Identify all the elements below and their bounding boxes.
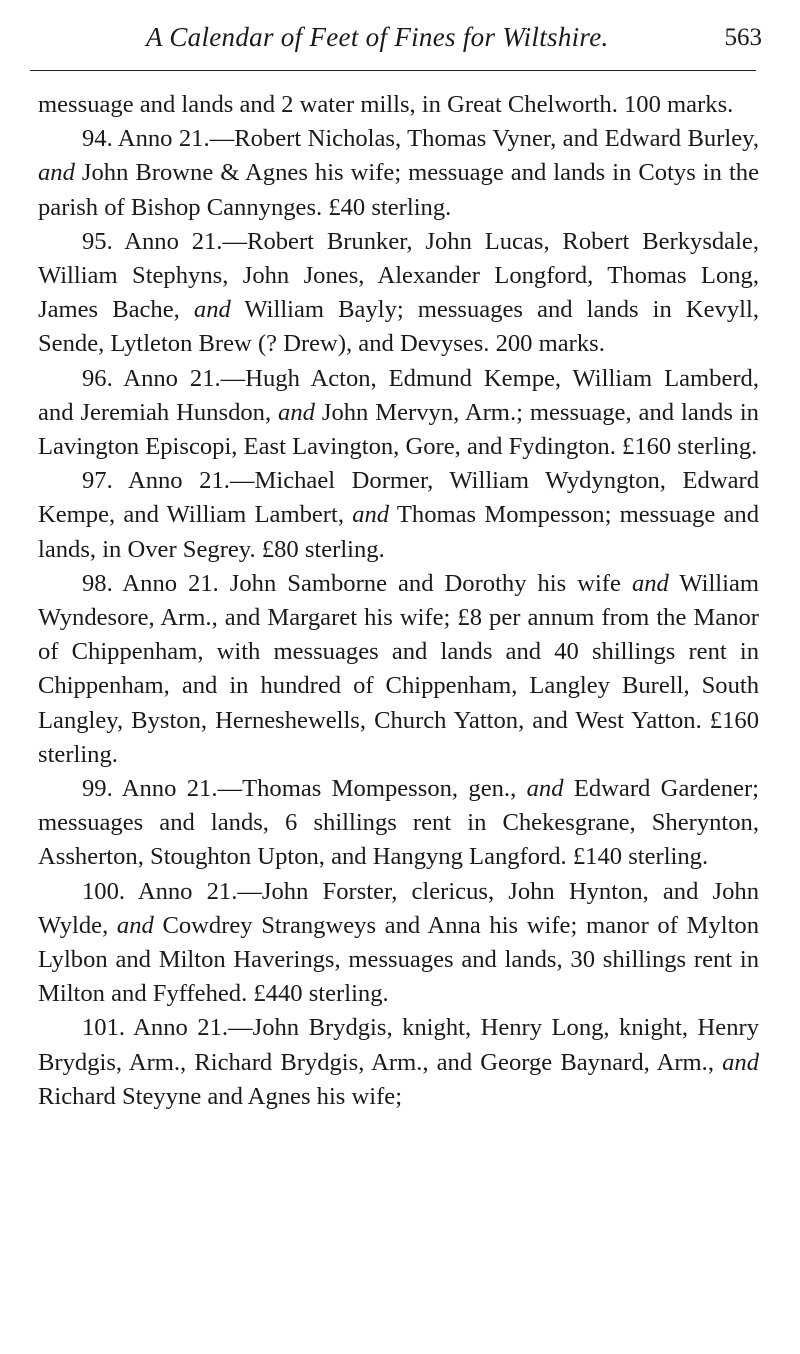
- entry-98: [38, 567, 759, 772]
- entry-99: [38, 772, 759, 875]
- running-title: A Calendar of Feet of Fines for Wiltshire.: [146, 22, 609, 52]
- italic-and: and: [526, 775, 564, 803]
- text-run: Edward Gardener; messuages and lands, 6 shillings rent in Chekesgrane, Sherynton, Assherton, Stoughton Upton, and Hangyng Langford. £140 sterling.: [38, 775, 759, 871]
- body-text: [38, 88, 759, 1114]
- text-run: 99. Anno 21.—Thomas Mompesson, gen.,: [82, 775, 527, 803]
- text-run: John Mervyn, Arm.; messuage, and lands in Lavington Episcopi, East Lavington, Gore, and Fydington. £160 sterling.: [38, 398, 759, 461]
- italic-and: and: [352, 501, 390, 529]
- text-run: Richard Steyyne and Agnes his wife;: [38, 1082, 403, 1110]
- text-run: messuage and lands and 2 water mills, in Great Chelworth. 100 marks.: [38, 91, 734, 118]
- italic-and: and: [116, 911, 154, 939]
- entry-95: [38, 225, 759, 362]
- italic-and: and: [722, 1048, 759, 1076]
- entry-94: [38, 122, 759, 225]
- text-run: Cowdrey Strangweys and Anna his wife; manor of Mylton Lylbon and Milton Haverings, messuages and lands, 30 shillings rent in Milton and Fyffehed. £440 sterling.: [38, 911, 759, 1008]
- text-run: 96. Anno 21.—Hugh Acton, Edmund Kempe, William Lamberd, and Jeremiah Hunsdon,: [38, 364, 759, 426]
- text-run: William Wyndesore, Arm., and Margaret his wife; £8 per annum from the Manor of Chippenham, with messuages and lands and 40 shillings rent in Chippenham, and in hundred of Chippenham, Langley Burell, South Langley, Byston, Herneshewells, Church Yatton, and West Yatton. £160 sterling.: [38, 569, 759, 768]
- italic-and: and: [193, 296, 231, 324]
- text-run: 95. Anno 21.—Robert Brunker, John Lucas, Robert Berkysdale, William Stephyns, John Jones, Alexander Longford, Thomas Long, James Bache,: [38, 227, 759, 324]
- text-run: Thomas Mompesson; messuage and lands, in Over Segrey. £80 sterling.: [38, 501, 759, 563]
- header-rule: [30, 70, 756, 71]
- italic-and: and: [631, 569, 669, 597]
- paragraph-continuation: [38, 88, 759, 122]
- text-run: William Bayly; messuages and lands in Kevyll, Sende, Lytleton Brew (? Drew), and Devyses. 200 marks.: [38, 296, 759, 358]
- entry-101: [38, 1011, 759, 1114]
- text-run: 94. Anno 21.—Robert Nicholas, Thomas Vyner, and Edward Burley,: [82, 125, 759, 153]
- text-run: 100. Anno 21.—John Forster, clericus, John Hynton, and John Wylde,: [38, 877, 759, 939]
- entry-96: [38, 362, 759, 465]
- text-run: 98. Anno 21. John Samborne and Dorothy his wife: [82, 569, 632, 597]
- text-run: 101. Anno 21.—John Brydgis, knight, Henry Long, knight, Henry Brydgis, Arm., Richard Brydgis, Arm., and George Baynard, Arm.,: [38, 1014, 759, 1076]
- page-number: 563: [724, 24, 762, 51]
- italic-and: and: [278, 398, 315, 426]
- running-head: [38, 20, 762, 56]
- text-run: John Browne & Agnes his wife; messuage and lands in Cotys in the parish of Bishop Cannynges. £40 sterling.: [38, 159, 759, 221]
- entry-100: [38, 875, 759, 1012]
- text-run: 97. Anno 21.—Michael Dormer, William Wydyngton, Edward Kempe, and William Lambert,: [38, 467, 759, 529]
- italic-and: and: [38, 159, 75, 187]
- entry-97: [38, 464, 759, 567]
